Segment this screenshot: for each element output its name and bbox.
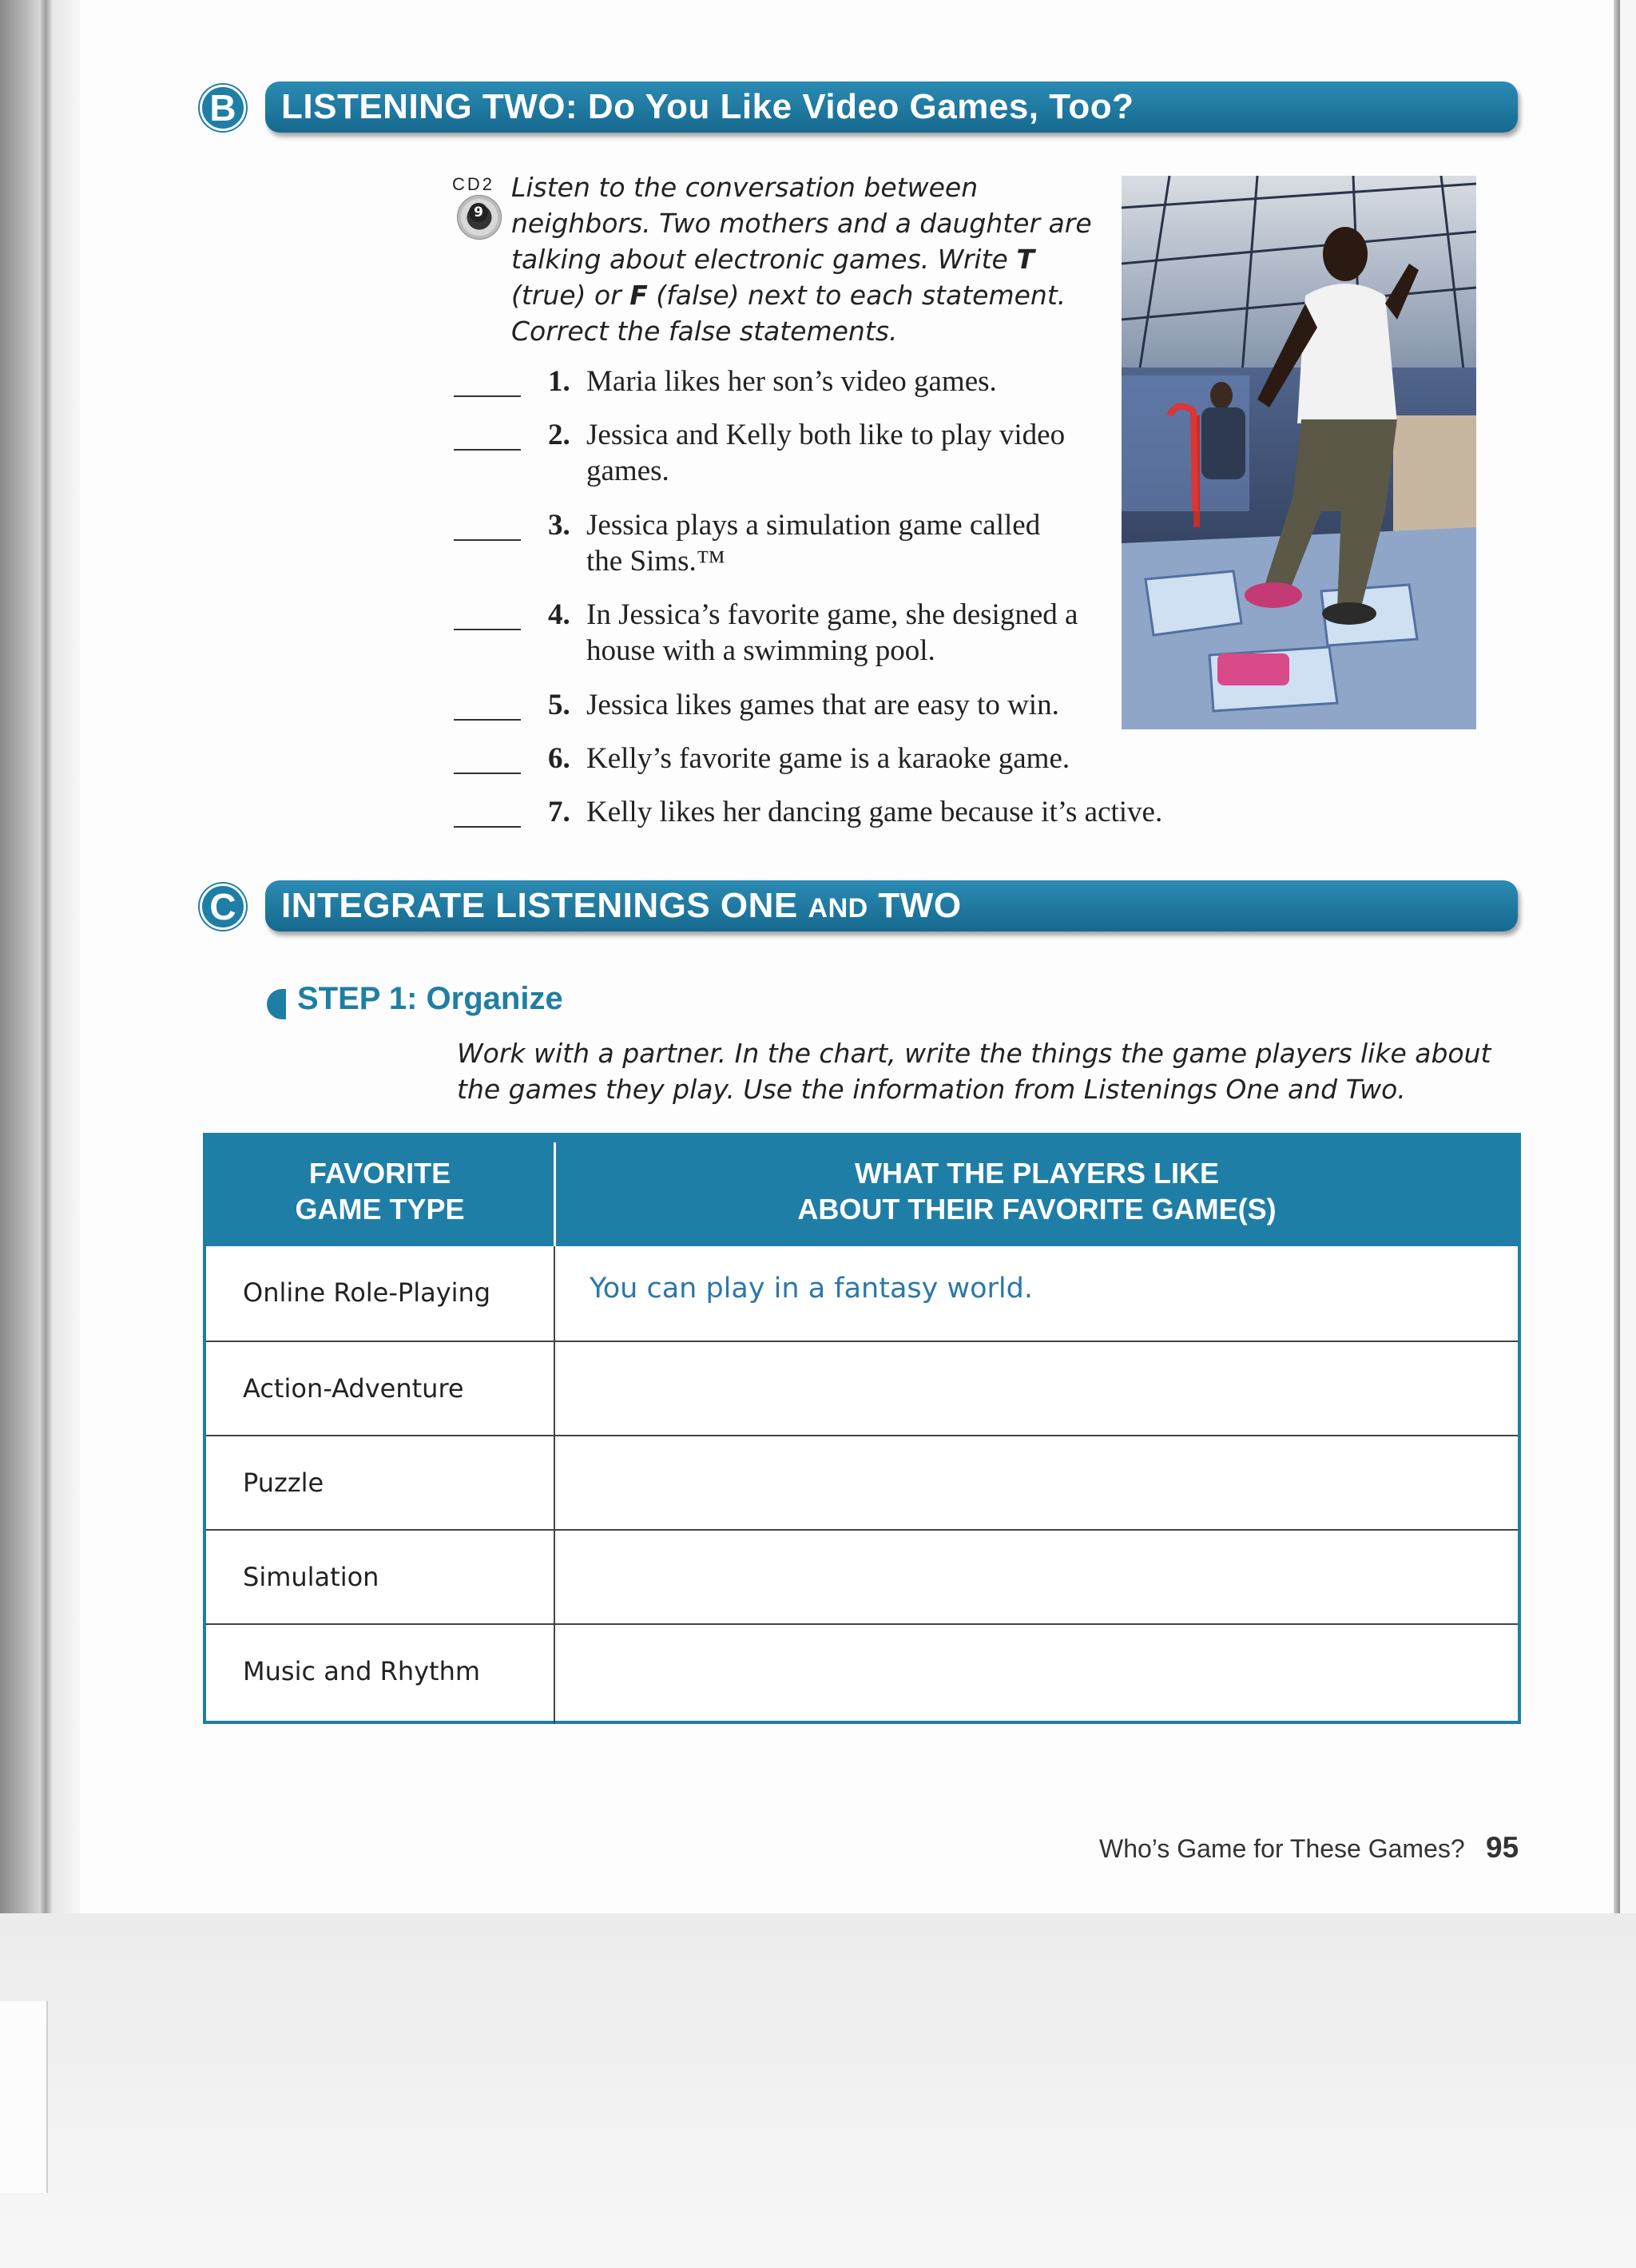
chart-row — [206, 1341, 1518, 1435]
scanner-bed-area — [0, 1913, 1636, 2268]
statement-text: Kelly’s favorite game is a karaoke game. — [586, 742, 1070, 775]
cd-label: CD2 — [452, 174, 495, 194]
statement-text: Jessica plays a simulation game called the Sims.™ — [586, 509, 1041, 578]
section-b-badge: B — [200, 85, 246, 131]
game-type-cell: Puzzle — [243, 1468, 324, 1498]
statement-number: 7. — [548, 796, 570, 828]
statement-number: 1. — [548, 365, 570, 398]
statement-number: 4. — [548, 598, 570, 631]
column-divider — [554, 1246, 555, 1724]
statement-number: 2. — [548, 419, 570, 451]
answer-blank[interactable] — [454, 395, 521, 397]
section-c-title — [265, 880, 1518, 931]
chart-row — [206, 1435, 1518, 1529]
false-letter: F — [629, 280, 648, 311]
cd-track-number: 9 — [469, 203, 488, 222]
chart-row — [206, 1623, 1518, 1718]
page-right-edge — [1614, 0, 1620, 1917]
section-c-badge: C — [200, 884, 246, 930]
section-c-title-and: AND — [808, 893, 868, 923]
statement-text: In Jessica’s favorite game, she designed a house with a swimming pool. — [586, 598, 1078, 667]
true-letter: T — [1016, 244, 1034, 275]
chart-header-what-players-like: WHAT THE PLAYERS LIKE ABOUT THEIR FAVORITE GAME(S) — [797, 1157, 1277, 1225]
statement-number: 3. — [548, 509, 570, 542]
instructions-part-2: (true) or — [511, 280, 630, 311]
dancing-game-photo — [1122, 176, 1476, 729]
running-footer-title: Who’s Game for These Games? — [1099, 1834, 1465, 1863]
page-number: 95 — [1486, 1831, 1519, 1864]
step-instructions: Work with a partner. In the chart, write the things the game players like about the games they play. Use the information from Listenings One and Two. — [457, 1038, 1491, 1105]
statement-text: Maria likes her son’s video games. — [586, 365, 997, 398]
chart-header — [206, 1136, 1518, 1246]
statement-text: Kelly likes her dancing game because it’s active. — [586, 796, 1163, 828]
organize-chart — [203, 1133, 1521, 1724]
answer-blank[interactable] — [454, 773, 521, 774]
section-b-title: LISTENING TWO: Do You Like Video Games, Too? — [265, 81, 1518, 133]
game-type-cell: Music and Rhythm — [243, 1656, 481, 1686]
statement-number: 5. — [548, 689, 570, 721]
answer-blank[interactable] — [454, 826, 521, 828]
answer-blank[interactable] — [454, 719, 521, 721]
answer-blank[interactable] — [454, 449, 521, 451]
statement-text: Jessica and Kelly both like to play video games. — [586, 419, 1066, 487]
answer-blank[interactable] — [454, 629, 521, 630]
section-c-banner — [200, 879, 1518, 936]
game-type-cell: Action-Adventure — [243, 1373, 464, 1404]
statement-number: 6. — [548, 742, 570, 775]
game-type-cell: Online Role-Playing — [243, 1277, 491, 1308]
paper-sliver — [0, 2001, 48, 2193]
chart-row — [206, 1529, 1518, 1623]
chart-row — [206, 1246, 1518, 1341]
instructions-part-1: Listen to the conversation between neighbors. Two mothers and a daughter are talking about electronic games. Write — [511, 172, 1092, 275]
book-binding-shadow — [0, 0, 88, 1917]
game-type-cell: Simulation — [243, 1562, 379, 1592]
listening-two-instructions — [511, 169, 1102, 349]
step-title: STEP 1: Organize — [297, 981, 563, 1016]
instructions-part-3: (false) next to each statement. Correct the false statements. — [511, 280, 1066, 347]
answer-cell[interactable]: You can play in a fantasy world. — [590, 1273, 1033, 1305]
section-c-title-b: TWO — [868, 886, 962, 925]
chart-header-game-type: FAVORITE GAME TYPE — [295, 1157, 465, 1225]
photo-illustration — [1122, 176, 1476, 729]
statement-text: Jessica likes games that are easy to win. — [586, 689, 1059, 721]
answer-blank[interactable] — [454, 539, 521, 541]
section-c-title-a: INTEGRATE LISTENINGS ONE — [281, 886, 808, 925]
section-b-banner — [200, 80, 1518, 137]
